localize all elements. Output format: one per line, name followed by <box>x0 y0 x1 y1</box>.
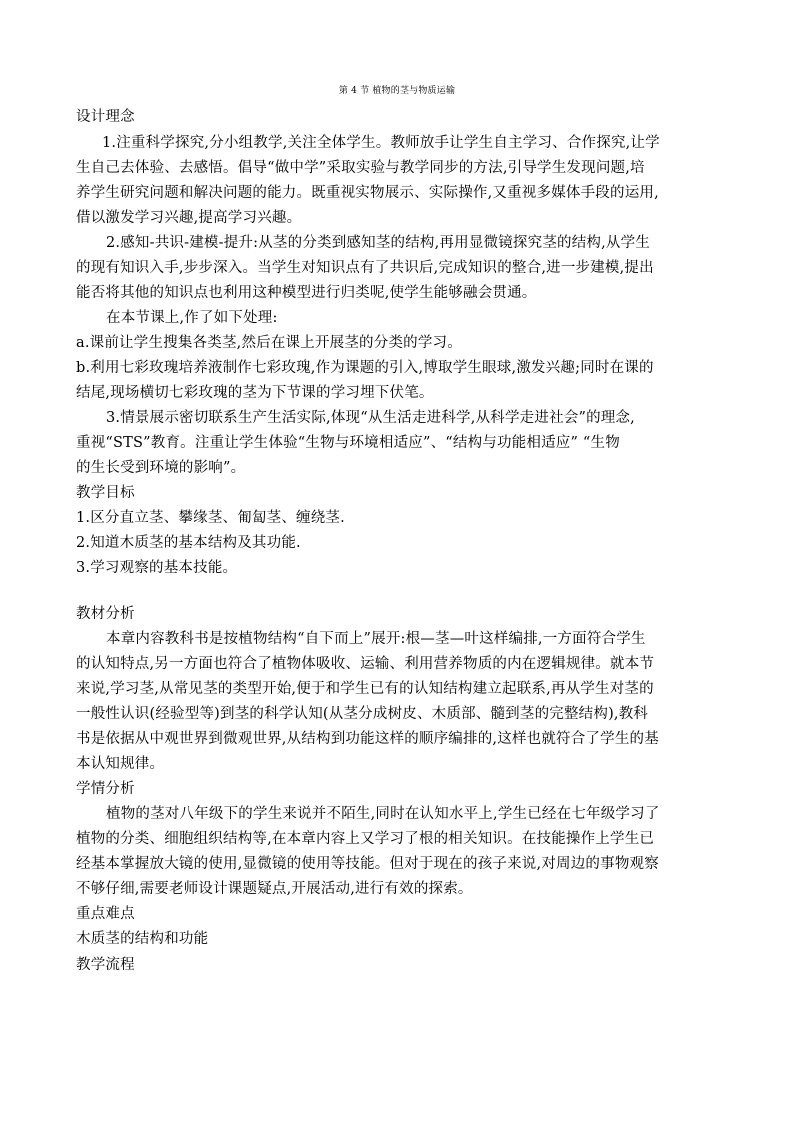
paragraph-line: 借以激发学习兴趣,提高学习兴趣。 <box>76 210 302 226</box>
paragraph-line: 一般性认识(经验型等)到茎的科学认知(从茎分成树皮、木质部、髓到茎的完整结构),教科 <box>76 706 649 722</box>
paragraph-line: 经基本掌握放大镜的使用,显微镜的使用等技能。但对于现在的孩子来说,对周边的事物观察 <box>76 856 659 872</box>
paragraph-line: 结尾,现场横切七彩玫瑰的茎为下节课的学习埋下伏笔。 <box>76 385 434 401</box>
page-title: 第 4 节 植物的茎与物质运输 <box>338 86 456 96</box>
section-heading-textbook-analysis: 教材分析 <box>76 606 135 622</box>
list-item: 2.知道木质茎的基本结构及其功能. <box>76 535 301 551</box>
paragraph-line: 的生长受到环境的影响”。 <box>76 460 246 476</box>
paragraph-line: 重视“STS”教育。注重让学生体验“生物与环境相适应”、“结构与功能相适应” “生物 <box>76 435 620 451</box>
paragraph-line: 来说,学习茎,从常见茎的类型开始,便于和学生已有的认知结构建立起联系,再从学生对茎的 <box>76 681 654 697</box>
section-heading-key-points: 重点难点 <box>76 906 135 922</box>
paragraph-line: 不够仔细,需要老师设计课题疑点,开展活动,进行有效的探索。 <box>76 881 473 897</box>
paragraph-line: 2.感知-共识-建模-提升:从茎的分类到感知茎的结构,再用显微镜探究茎的结构,从学生 <box>106 235 651 251</box>
section-heading-teaching-process: 教学流程 <box>76 957 135 973</box>
paragraph-line: 生自己去体验、去感悟。倡导“做中学”采取实验与教学同步的方法,引导学生发现问题,培 <box>76 160 645 176</box>
paragraph-line: 植物的分类、细胞组织结构等,在本章内容上又学习了根的相关知识。在技能操作上学生已 <box>76 831 655 847</box>
list-item: a.课前让学生搜集各类茎,然后在课上开展茎的分类的学习。 <box>76 335 462 351</box>
paragraph-line: 3.情景展示密切联系生产生活实际,体现“从生活走进科学,从科学走进社会”的理念, <box>106 410 635 426</box>
list-item: 1.区分直立茎、攀缘茎、匍匐茎、缠绕茎. <box>76 510 345 526</box>
paragraph-line: 的现有知识入手,步步深入。当学生对知识点有了共识后,完成知识的整合,进一步建模,提出 <box>76 260 654 276</box>
paragraph-line: 木质茎的结构和功能 <box>76 931 209 947</box>
paragraph-line: 在本节课上,作了如下处理: <box>106 310 278 326</box>
paragraph-line: 书是依据从中观世界到微观世界,从结构到功能这样的顺序编排的,这样也就符合了学生的基 <box>76 731 659 747</box>
paragraph-line: 能否将其他的知识点也利用这种模型进行归类呢,使学生能够融会贯通。 <box>76 285 537 301</box>
section-heading-student-analysis: 学情分析 <box>76 781 135 797</box>
section-heading-objectives: 教学目标 <box>76 485 135 501</box>
paragraph-line: 本章内容教科书是按植物结构“自下而上”展开:根—茎—叶这样编排,一方面符合学生 <box>106 631 646 647</box>
list-item: 3.学习观察的基本技能。 <box>76 560 238 576</box>
list-item: b.利用七彩玫瑰培养液制作七彩玫瑰,作为课题的引入,博取学生眼球,激发兴趣;同时在课的 <box>76 360 654 376</box>
section-heading-design-concept: 设计理念 <box>76 109 135 125</box>
paragraph-line: 本认知规律。 <box>76 756 165 772</box>
paragraph-line: 的认知特点,另一方面也符合了植物体吸收、运输、利用营养物质的内在逻辑规律。就本节 <box>76 656 655 672</box>
paragraph-line: 养学生研究问题和解决问题的能力。既重视实物展示、实际操作,又重视多媒体手段的运用, <box>76 185 659 201</box>
paragraph-line: 1.注重科学探究,分小组教学,关注全体学生。教师放手让学生自主学习、合作探究,让学 <box>102 135 660 151</box>
paragraph-line: 植物的茎对八年级下的学生来说并不陌生,同时在认知水平上,学生已经在七年级学习了 <box>106 806 660 822</box>
